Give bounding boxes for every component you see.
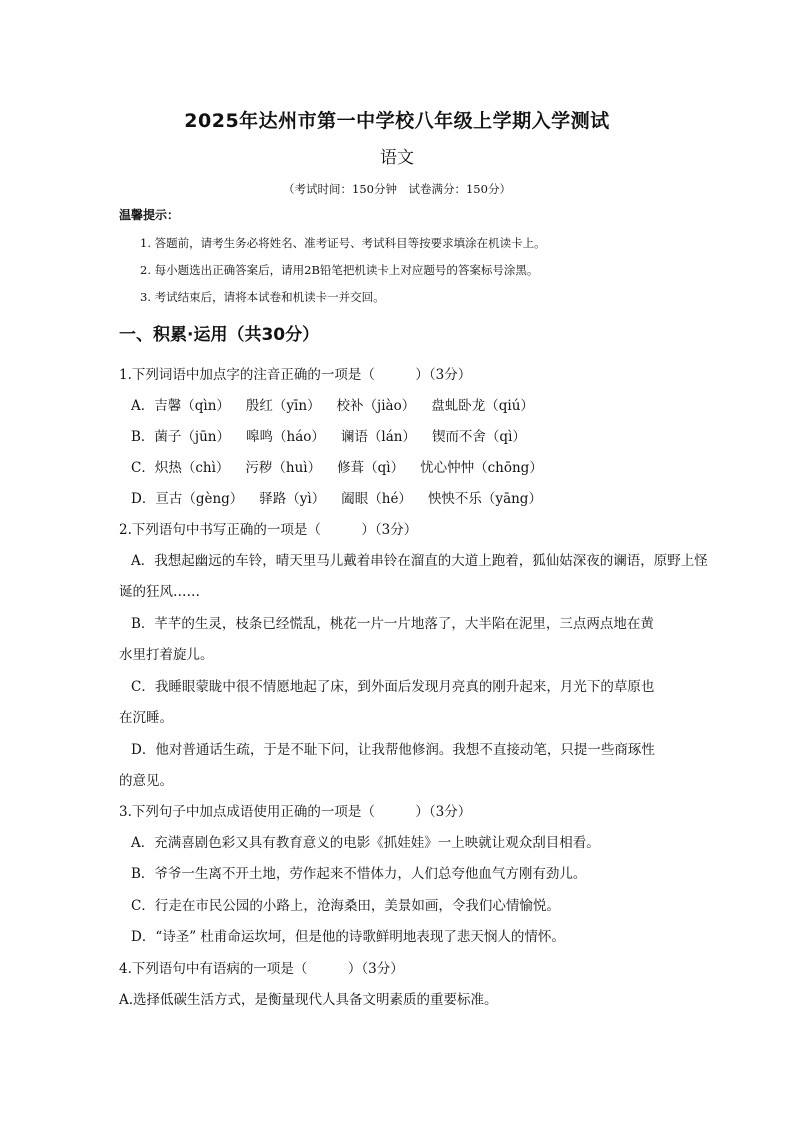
option-word: 污秽（huì） bbox=[245, 460, 322, 476]
option-text: A．充满喜剧色彩又具有教育意义的电影《抓娃娃》一上映就让观众刮目相看。 bbox=[131, 835, 600, 851]
option-text-continued: 水里打着旋儿。 bbox=[119, 647, 214, 663]
option-word: 修葺（qì） bbox=[337, 460, 405, 476]
option-text: A.选择低碳生活方式，是衡量现代人具备文明素质的重要标准。 bbox=[119, 992, 498, 1008]
option-word: 殷红（yīn） bbox=[245, 398, 321, 414]
exam-title: 2025年达州市第一中学校八年级上学期入学测试 bbox=[184, 110, 610, 132]
exam-info: （考试时间：150分钟 试卷满分：150分） bbox=[283, 182, 511, 196]
option-word: 亘古（gèng） bbox=[155, 491, 244, 507]
option-word: 谰语（lán） bbox=[340, 429, 416, 445]
option-letter: B． bbox=[131, 429, 155, 445]
question-stem: 4.下列语句中有语病的一项是（ ）（3分） bbox=[119, 961, 404, 977]
section-heading: 一、积累·运用（共30分） bbox=[119, 325, 320, 345]
option-text-continued: 在沉睡。 bbox=[119, 710, 173, 726]
option-word: 驿路（yì） bbox=[259, 491, 326, 507]
tip-item: 1. 答题前，请考生务必将姓名、准考证号、考试科目等按要求填涂在机读卡上。 bbox=[140, 236, 546, 250]
option-word: 阖眼（hé） bbox=[341, 491, 412, 507]
option-word: 菌子（jūn） bbox=[154, 429, 230, 445]
option-letter: A． bbox=[131, 398, 155, 414]
question-stem: 2.下列语句中书写正确的一项是（ ）（3分） bbox=[119, 522, 418, 538]
option-word: 炽热（chì） bbox=[154, 460, 230, 476]
option-text: C．行走在市民公园的小路上，沧海桑田，美景如画，令我们心情愉悦。 bbox=[131, 898, 560, 914]
option-text-continued: 的意见。 bbox=[119, 773, 173, 789]
option-word: 盘虬卧龙（qiú） bbox=[431, 398, 534, 414]
option-text-continued: 诞的狂风…… bbox=[119, 584, 200, 600]
option-row bbox=[131, 425, 526, 445]
option-text: D．“诗圣” 杜甫命运坎坷，但是他的诗歌鲜明地表现了悲天悯人的情怀。 bbox=[131, 929, 565, 945]
option-word: 怏怏不乐（yāng） bbox=[427, 491, 542, 507]
tips-heading: 温馨提示： bbox=[119, 208, 180, 222]
option-row bbox=[131, 394, 534, 414]
option-letter: D． bbox=[131, 491, 156, 507]
option-word: 校补（jiào） bbox=[336, 398, 416, 414]
option-text: B．爷爷一生离不开土地，劳作起来不惜体力，人们总夸他血气方刚有劲儿。 bbox=[131, 866, 587, 882]
option-text: B．芊芊的生灵，枝条已经慌乱，桃花一片一片地落了，大半陷在泥里，三点两点地在黄 bbox=[131, 616, 654, 632]
option-word: 忧心忡忡（chōng） bbox=[420, 460, 543, 476]
option-word: 吉馨（qìn） bbox=[154, 398, 230, 414]
tip-item: 3. 考试结束后，请将本试卷和机读卡一并交回。 bbox=[140, 290, 385, 304]
option-row bbox=[131, 487, 542, 507]
option-word: 锲而不舍（qì） bbox=[431, 429, 526, 445]
option-word: 嗥鸣（háo） bbox=[246, 429, 325, 445]
subject-title: 语文 bbox=[380, 148, 414, 168]
tip-item: 2. 每小题选出正确答案后，请用2B铅笔把机读卡上对应题号的答案标号涂黑。 bbox=[140, 263, 539, 277]
option-row bbox=[131, 456, 543, 476]
option-letter: C． bbox=[131, 460, 155, 476]
option-text: C．我睡眼蒙眬中很不情愿地起了床，到外面后发现月亮真的刚升起来，月光下的草原也 bbox=[131, 679, 655, 695]
option-text: A．我想起幽远的车铃，晴天里马儿戴着串铃在溜直的大道上跑着，狐仙姑深夜的谰语，原野上怪 bbox=[131, 553, 708, 569]
question-stem: 3.下列句子中加点成语使用正确的一项是（ ）（3分） bbox=[119, 804, 472, 820]
option-text: D．他对普通话生疏，于是不耻下问，让我帮他修润。我想不直接动笔，只提一些商琢性 bbox=[131, 742, 655, 758]
question-stem: 1.下列词语中加点字的注音正确的一项是（ ）（3分） bbox=[119, 367, 472, 383]
